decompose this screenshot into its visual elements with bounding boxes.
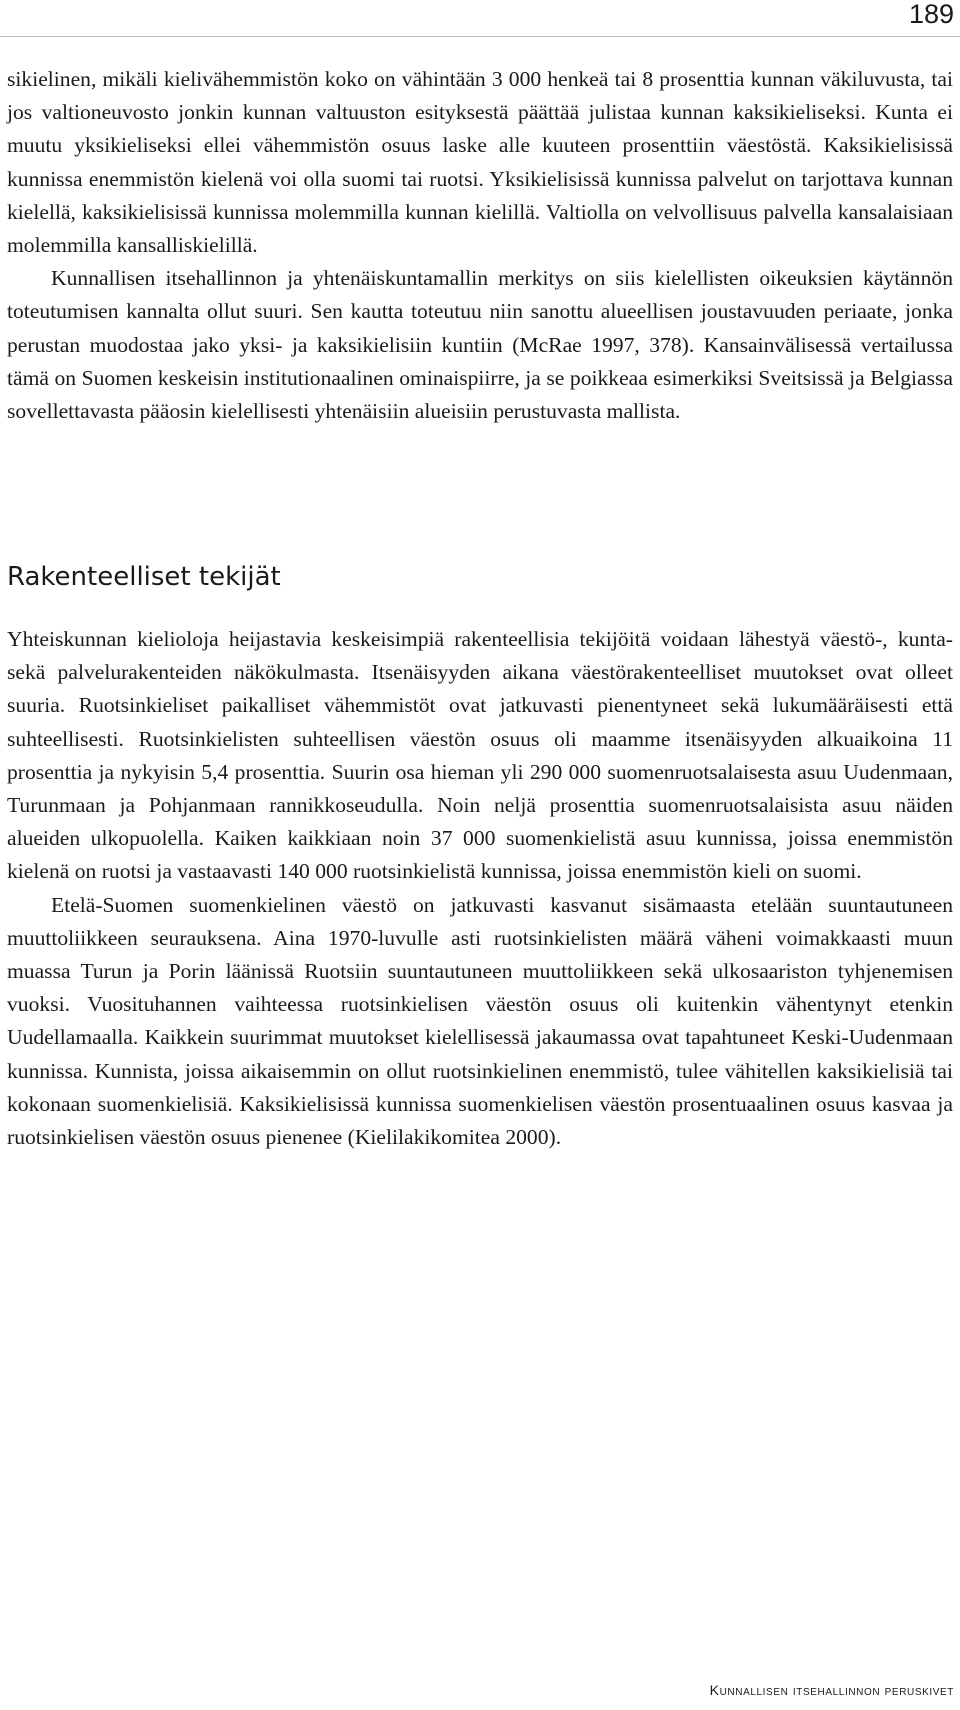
body-text-top [7,63,953,428]
body-paragraph: Kunnallisen itsehallinnon ja yhtenäiskuntamallin merkitys on siis kielellisten oikeuksien käytännön toteutumisen kannalta ollut suuri. Sen kautta toteutuu niin sanottu alueellisen joustavuuden periaate, jonka perustan muodostaa jako yksi- ja kaksikielisiin kuntiin (McRae 1997, 378). Kansainvälisessä vertailussa tämä on Suomen keskeisin institutionaalinen ominaispiirre, ja se poikkeaa esimerkiksi Sveitsissä ja Belgiassa sovellettavasta pääosin kielellisesti yhtenäisiin alueisiin perustuvasta mallista. [7,266,953,424]
body-paragraph: Yhteiskunnan kielioloja heijastavia keskeisimpiä rakenteellisia tekijöitä voidaan lähestyä väestö-, kunta- sekä palvelurakenteiden näkökulmasta. Itsenäisyyden aikana väestörakenteelliset muutokset ovat olleet suuria. Ruotsinkieliset paikalliset vähemmistöt ovat jatkuvasti pienentyneet sekä lukumääräisesti että suhteellisesti. Ruotsinkielisten suhteellisen väestön osuus oli maamme itsenäisyyden alkuaikoina 11 prosenttia ja nykyisin 5,4 prosenttia. Suurin osa hieman yli 290 000 suomenruotsalaisesta asuu Uudenmaan, Turunmaan ja Pohjanmaan rannikkoseudulla. Noin neljä prosenttia suomenruotsalaisista asuu näiden alueiden ulkopuolella. Kaiken kaikkiaan noin 37 000 suomenkielistä asuu kunnissa, joissa enemmistön kielenä on ruotsi ja vastaavasti 140 000 ruotsinkielistä kunnissa, joissa enemmistön kieli on suomi. [7,627,953,884]
body-paragraph: sikielinen, mikäli kielivähemmistön koko on vähintään 3 000 henkeä tai 8 prosenttia kunnan väkiluvusta, tai jos valtioneuvosto jonkin kunnan valtuuston esityksestä päättää julistaa kunnan kaksikieliseksi. Kunta ei muutu yksikieliseksi ellei vähemmistön osuus laske alle kuuteen prosenttiin väestöstä. Kaksikielisissä kunnissa enemmistön kielenä voi olla suomi tai ruotsi. Yksikielisissä kunnissa palvelut on tarjottava kunnan kielellä, kaksikielisissä kunnissa molemmilla kunnan kielillä. Valtiolla on velvollisuus palvella kansalaisiaan molemmilla kansalliskielillä. [7,67,953,258]
section-heading: Rakenteelliset tekijät [7,562,281,592]
page-number: 189 [908,0,954,29]
body-text-bottom [7,623,953,1154]
body-paragraph: Etelä-Suomen suomenkielinen väestö on jatkuvasti kasvanut sisämaasta etelään suuntautuneen muuttoliikkeen seurauksena. Aina 1970-luvulle asti ruotsinkielisten määrä väheni voimakkaasti muun muassa Turun ja Porin läänissä Ruotsiin suuntautuneen muuttoliikkeen sekä ulkosaariston tyhjenemisen vuoksi. Vuosituhannen vaihteessa ruotsinkielisen väestön osuus oli kuitenkin vähentynyt etenkin Uudellamaalla. Kaikkein suurimmat muutokset kielellisessä jakaumassa ovat tapahtuneet Keski-Uudenmaan kunnissa. Kunnista, joissa aikaisemmin on ollut ruotsinkielinen enemmistö, tulee vähitellen kaksikielisiä tai kokonaan suomenkielisiä. Kaksikielisissä kunnissa suomenkielisen väestön prosentuaalinen osuus kasvaa ja ruotsinkielisen väestön osuus pienenee (Kielilakikomitea 2000). [7,892,953,1150]
running-footer-title: Kunnallisen itsehallinnon peruskivet [709,1682,954,1698]
header-rule [0,36,960,37]
